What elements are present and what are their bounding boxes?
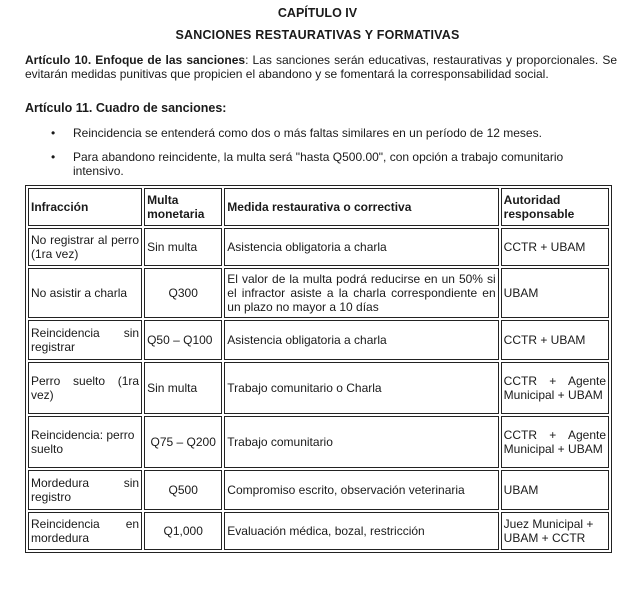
article-11-heading: Artículo 11. Cuadro de sanciones: xyxy=(25,101,227,115)
header-multa: Multa monetaria xyxy=(144,188,222,226)
bullet-item xyxy=(25,126,617,140)
cell-autoridad: CCTR + Agente Municipal + UBAM xyxy=(501,362,609,414)
cell-medida: El valor de la multa podrá reducirse en un 50% si el infractor asiste a la charla correspondiente en un plazo no mayor a 10 días xyxy=(224,268,498,318)
bullet-dot-icon: • xyxy=(51,150,56,164)
cell-multa: Sin multa xyxy=(144,228,222,266)
cell-autoridad: CCTR + UBAM xyxy=(501,228,609,266)
chapter-title: CAPÍTULO IV xyxy=(277,6,358,20)
header-medida: Medida restaurativa o correctiva xyxy=(224,188,498,226)
cell-autoridad: Juez Municipal + UBAM + CCTR xyxy=(501,512,609,550)
cell-infraccion: Reincidencia sin registrar xyxy=(28,320,142,360)
cell-autoridad: UBAM xyxy=(501,268,609,318)
sanctions-table xyxy=(25,185,612,553)
cell-autoridad: CCTR + UBAM xyxy=(501,320,609,360)
table-header-row xyxy=(28,188,609,226)
cell-medida: Asistencia obligatoria a charla xyxy=(224,320,498,360)
cell-medida: Trabajo comunitario o Charla xyxy=(224,362,498,414)
header-infraccion: Infracción xyxy=(28,188,142,226)
table-row xyxy=(28,416,609,468)
article-10-text: : Las sanciones serán educativas, restaurativas y proporcionales. Se evitarán medidas punitivas que propicien el abandono y se fomentará la corresponsabilidad social. xyxy=(25,53,617,81)
section-title: SANCIONES RESTAURATIVAS Y FORMATIVAS xyxy=(175,28,460,42)
cell-infraccion: Reincidencia en mordedura xyxy=(28,512,142,550)
table-row xyxy=(28,470,609,510)
article-10-heading: Artículo 10. Enfoque de las sanciones xyxy=(25,53,246,67)
cell-infraccion: No asistir a charla xyxy=(28,268,142,318)
cell-infraccion: Mordedura sin registro xyxy=(28,470,142,510)
table-row xyxy=(28,320,609,360)
cell-autoridad: UBAM xyxy=(501,470,609,510)
bullet-list xyxy=(25,126,617,188)
cell-medida: Compromiso escrito, observación veterinaria xyxy=(224,470,498,510)
bullet-text: Para abandono reincidente, la multa será "hasta Q500.00", con opción a trabajo comunitario intensivo. xyxy=(73,150,564,178)
cell-infraccion: Reincidencia: perro suelto xyxy=(28,416,142,468)
cell-multa: Sin multa xyxy=(144,362,222,414)
table-row xyxy=(28,268,609,318)
cell-multa: Q1,000 xyxy=(144,512,222,550)
header-autoridad: Autoridad responsable xyxy=(501,188,609,226)
cell-multa: Q500 xyxy=(144,470,222,510)
bullet-item xyxy=(25,150,617,178)
cell-infraccion: Perro suelto (1ra vez) xyxy=(28,362,142,414)
cell-medida: Asistencia obligatoria a charla xyxy=(224,228,498,266)
article-10-paragraph xyxy=(25,53,617,81)
cell-autoridad: CCTR + Agente Municipal + UBAM xyxy=(501,416,609,468)
cell-medida: Evaluación médica, bozal, restricción xyxy=(224,512,498,550)
table-row xyxy=(28,362,609,414)
bullet-dot-icon: • xyxy=(51,126,56,140)
cell-multa: Q75 – Q200 xyxy=(144,416,222,468)
cell-multa: Q50 – Q100 xyxy=(144,320,222,360)
table-row xyxy=(28,512,609,550)
cell-multa: Q300 xyxy=(144,268,222,318)
table-row xyxy=(28,228,609,266)
cell-infraccion: No registrar al perro (1ra vez) xyxy=(28,228,142,266)
bullet-text: Reincidencia se entenderá como dos o más faltas similares en un período de 12 meses. xyxy=(73,126,542,140)
cell-medida: Trabajo comunitario xyxy=(224,416,498,468)
